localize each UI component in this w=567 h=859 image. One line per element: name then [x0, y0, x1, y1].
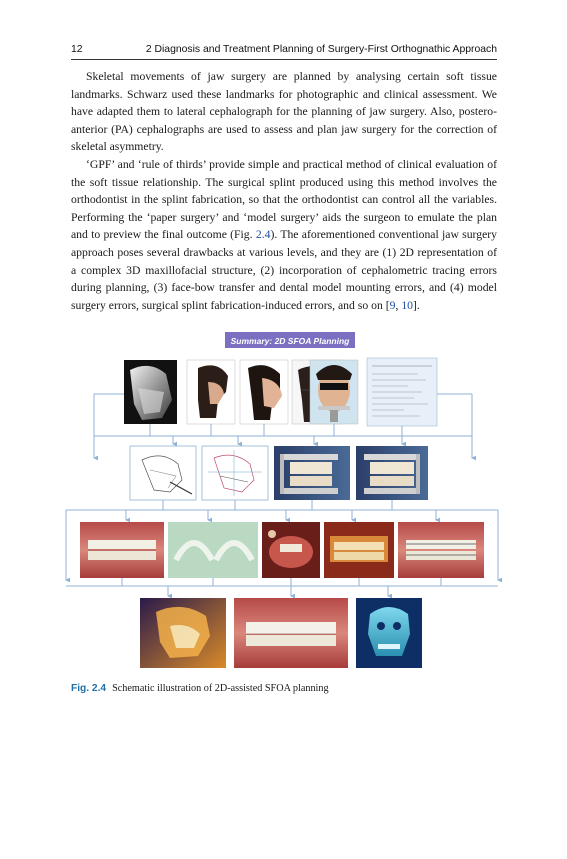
- paper-surgery-tracing-1: [130, 446, 196, 500]
- articulator-model-surgery-2: [356, 446, 428, 500]
- connector-row3-row4: [66, 578, 498, 596]
- final-occlusion-photo: [234, 598, 348, 668]
- paragraph-1: Skeletal movements of jaw surgery are planned by analysing certain soft tissue landmarks. Schwarz used these landmarks for photographic and clinical assessment. We have adapted them to lateral cephalograph for the planning of jaw surgery. Also, postero-anterior (PA) cephalographs are used to assess and plan jaw surgery for the correction of skeletal asymmetry.: [71, 70, 497, 154]
- planning-schematic: [58, 330, 505, 673]
- paragraph-2-text-c: ].: [413, 298, 420, 312]
- row-1-records: [124, 358, 437, 426]
- post-surgery-occlusion-photo: [324, 522, 394, 578]
- profile-photo-left: [187, 360, 235, 424]
- figure-label: Fig. 2.4: [71, 683, 107, 694]
- citation-link-9[interactable]: 9: [389, 298, 396, 312]
- cephalometric-analysis-sheet: [367, 358, 437, 426]
- paragraph-2: [71, 156, 497, 314]
- cbct-volume-render: [140, 598, 226, 668]
- running-header: [71, 42, 497, 60]
- intraoperative-photo: [262, 522, 320, 578]
- paragraph-2-text-a: ‘GPF’ and ‘rule of thirds’ provide simple and practical method of clinical evaluation of the soft tissue relationship. The surgical splint produced using this method involves the orthodontist in the splint fabrication, so that the orthodontist can control all the variables. Performing the ‘paper surgery’ and ‘model surgery’ aids the surgeon to emulate the plan and to preview the final outcome (Fig.: [71, 157, 497, 242]
- body-text: [71, 68, 497, 314]
- citation-separator: ,: [395, 298, 402, 312]
- figure-reference-link[interactable]: 2.4: [255, 228, 271, 242]
- page-number: 12: [71, 44, 83, 55]
- caption-text: Schematic illustration of 2D-assisted SFOA planning: [112, 683, 329, 694]
- header-rule: [71, 59, 497, 60]
- banner-title: Summary: 2D SFOA Planning: [230, 336, 350, 346]
- citation-link-10[interactable]: 10: [401, 298, 413, 312]
- frontal-face-bow-photo: [310, 360, 358, 424]
- row-3-intraoral-and-splints: [80, 522, 484, 578]
- chapter-title: 2 Diagnosis and Treatment Planning of Surgery-First Orthognathic Approach: [145, 44, 497, 55]
- figure-2-4: [58, 330, 505, 673]
- articulator-model-surgery-1: [274, 446, 350, 500]
- pre-treatment-intraoral-photo: [80, 522, 164, 578]
- 3d-skull-render: [356, 598, 422, 668]
- lateral-cephalograph-image: [124, 360, 177, 424]
- figure-caption: [71, 683, 497, 694]
- profile-photo-right: [240, 360, 288, 424]
- row-2-paper-and-model-surgery: [130, 446, 428, 500]
- row-4-outcome: [140, 598, 422, 668]
- post-surgical-orthodontics-photo: [398, 522, 484, 578]
- paper-surgery-tracing-2: [202, 446, 268, 500]
- surgical-splints-photo: [168, 522, 258, 578]
- summary-banner: [225, 332, 355, 348]
- paragraph-2-text-b: ). The aforementioned conventional jaw surgery approach poses several drawbacks at various levels, and they are (1) 2D representation of a complex 3D maxillofacial structure, (2) incorporation of cephalometric tracing errors during planning, (3) face-bow transfer and dental model mounting errors, and (4) model surgery errors, surgical splint fabrication-induced errors, and so on [: [71, 228, 497, 312]
